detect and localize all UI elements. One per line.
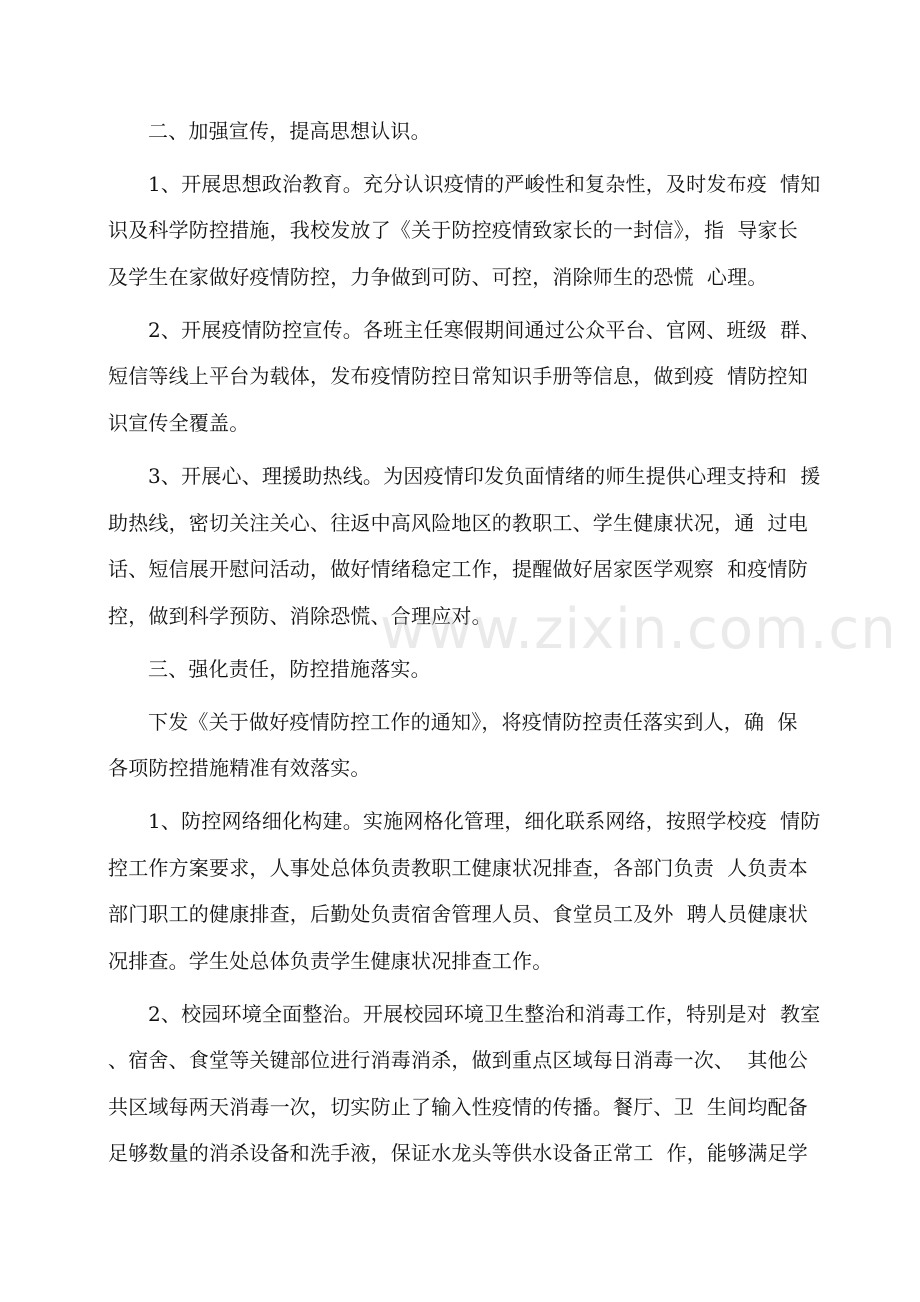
section-heading-responsibility: 三、强化责任，防控措施落实。 xyxy=(148,657,431,681)
paragraph-line: 助热线，密切关注关心、往返中高风险地区的教职工、学生健康状况，通 过电 xyxy=(108,511,808,535)
watermark: www.zixin.com.cn xyxy=(380,597,897,662)
paragraph-line: 各项防控措施精准有效落实。 xyxy=(108,756,371,780)
paragraph-line: 控，做到科学预防、消除恐慌、合理应对。 xyxy=(108,604,492,628)
paragraph-line: 短信等线上平台为载体，发布疫情防控日常知识手册等信息，做到疫 情防控知 xyxy=(108,364,808,388)
paragraph-line: 1、防控网络细化构建。实施网格化管理，细化联系网络，按照学校疫 情防 xyxy=(148,809,821,833)
paragraph-line: 、宿舍、食堂等关键部位进行消毒消杀，做到重点区域每日消毒一次、 其他公 xyxy=(108,1048,808,1072)
section-heading-publicity: 二、加强宣传，提高思想认识。 xyxy=(148,119,431,143)
paragraph-line: 足够数量的消杀设备和洗手液，保证水龙头等供水设备正常工 作，能够满足学 xyxy=(108,1141,808,1165)
paragraph-line: 下发《关于做好疫情防控工作的通知》，将疫情防控责任落实到人，确 保 xyxy=(148,710,798,734)
paragraph-line: 2、开展疫情防控宣传。各班主任寒假期间通过公众平台、官网、班级 群、 xyxy=(148,318,821,342)
paragraph-line: 共区域每两天消毒一次，切实防止了输入性疫情的传播。餐厅、卫 生间均配备 xyxy=(108,1095,808,1119)
paragraph-line: 识及科学防控措施，我校发放了《关于防控疫情致家长的一封信》，指 导家长 xyxy=(108,218,798,242)
paragraph-line: 控工作方案要求，人事处总体负责教职工健康状况排查，各部门负责 人负责本 xyxy=(108,856,808,880)
paragraph-line: 识宣传全覆盖。 xyxy=(108,411,250,435)
paragraph-line: 话、短信展开慰问活动，做好情绪稳定工作，提醒做好居家医学观察 和疫情防 xyxy=(108,557,808,581)
paragraph-line: 部门职工的健康排查，后勤处负责宿舍管理人员、食堂员工及外 聘人员健康状 xyxy=(108,902,808,926)
paragraph-line: 况排查。学生处总体负责学生健康状况排查工作。 xyxy=(108,949,553,973)
paragraph-line: 2、校园环境全面整治。开展校园环境卫生整治和消毒工作，特别是对 教室 xyxy=(148,1002,821,1026)
paragraph-line: 3、开展心、理援助热线。为因疫情印发负面情绪的师生提供心理支持和 援 xyxy=(148,464,821,488)
paragraph-line: 及学生在家做好疫情防控，力争做到可防、可控，消除师生的恐慌 心理。 xyxy=(108,265,768,289)
paragraph-line: 1、开展思想政治教育。充分认识疫情的严峻性和复杂性，及时发布疫 情知 xyxy=(148,172,821,196)
